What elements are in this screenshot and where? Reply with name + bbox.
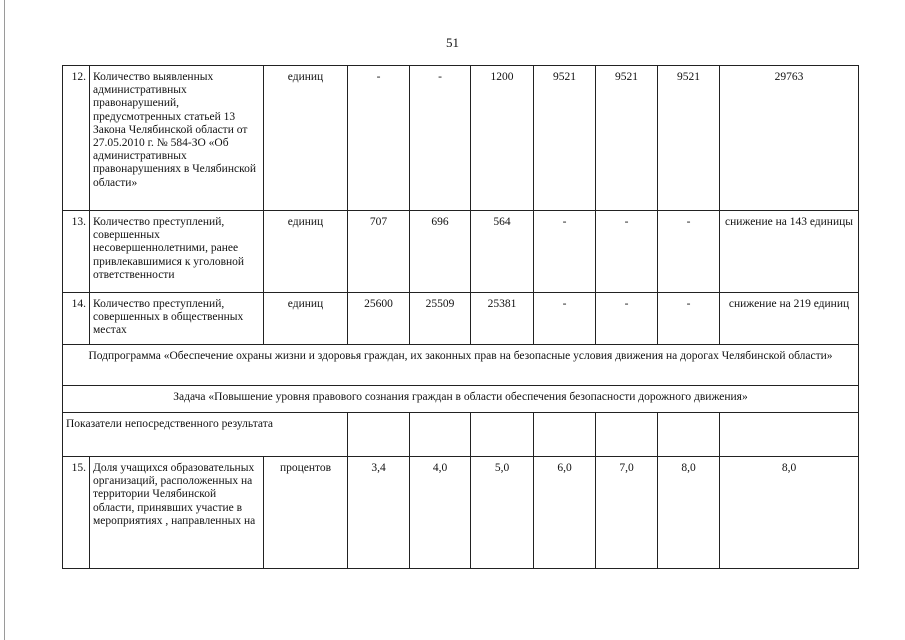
value-cell: 696	[410, 211, 471, 293]
value-cell: 25600	[348, 293, 410, 345]
value-cell: -	[410, 66, 471, 211]
unit-cell: процентов	[264, 457, 348, 569]
value-cell: 8,0	[658, 457, 720, 569]
value-cell: -	[658, 211, 720, 293]
task-row	[63, 386, 859, 413]
empty-cell	[471, 413, 534, 457]
row-number: 14.	[63, 293, 90, 345]
empty-cell	[410, 413, 471, 457]
row-number: 15.	[63, 457, 90, 569]
value-cell: -	[348, 66, 410, 211]
value-cell: 707	[348, 211, 410, 293]
indicators-table	[62, 65, 859, 569]
value-cell: 9521	[658, 66, 720, 211]
value-cell: 25509	[410, 293, 471, 345]
value-cell: 9521	[534, 66, 596, 211]
value-cell: -	[596, 293, 658, 345]
table-row	[63, 211, 859, 293]
value-cell: 5,0	[471, 457, 534, 569]
unit-cell: единиц	[264, 211, 348, 293]
value-cell: 7,0	[596, 457, 658, 569]
value-cell: 9521	[596, 66, 658, 211]
indicator-name: Количество выявленных административных правонарушений, предусмотренных статьей 13 Закона Челябинской области от 27.05.2010 г. № 584-ЗО «Об административных правонарушениях в Челябинской области»	[90, 66, 264, 211]
page-number: 51	[446, 35, 459, 50]
value-cell: 1200	[471, 66, 534, 211]
value-cell: 3,4	[348, 457, 410, 569]
value-cell: 4,0	[410, 457, 471, 569]
page-left-edge-line	[4, 0, 5, 640]
value-cell: 25381	[471, 293, 534, 345]
empty-cell	[720, 413, 859, 457]
table-row	[63, 293, 859, 345]
value-cell: 564	[471, 211, 534, 293]
value-cell: -	[534, 293, 596, 345]
target-cell: снижение на 219 единиц	[720, 293, 859, 345]
empty-cell	[534, 413, 596, 457]
empty-cell	[658, 413, 720, 457]
table-row	[63, 457, 859, 569]
empty-cell	[348, 413, 410, 457]
direct-result-row	[63, 413, 859, 457]
unit-cell: единиц	[264, 293, 348, 345]
table-row	[63, 66, 859, 211]
unit-cell: единиц	[264, 66, 348, 211]
indicator-name: Доля учащихся образовательных организаций, расположенных на территории Челябинской области, принявших участие в мероприятиях , направленных на	[90, 457, 264, 569]
subprogram-row	[63, 345, 859, 386]
value-cell: -	[534, 211, 596, 293]
target-cell: 8,0	[720, 457, 859, 569]
target-cell: снижение на 143 единицы	[720, 211, 859, 293]
value-cell: -	[658, 293, 720, 345]
direct-result-label: Показатели непосредственного результата	[63, 413, 348, 457]
target-cell: 29763	[720, 66, 859, 211]
value-cell: -	[596, 211, 658, 293]
row-number: 13.	[63, 211, 90, 293]
task-heading: Задача «Повышение уровня правового сознания граждан в области обеспечения безопасности дорожного движения»	[63, 386, 859, 413]
value-cell: 6,0	[534, 457, 596, 569]
row-number: 12.	[63, 66, 90, 211]
subprogram-heading: Подпрограмма «Обеспечение охраны жизни и здоровья граждан, их законных прав на безопасные условия движения на дорогах Челябинской области»	[63, 345, 859, 386]
empty-cell	[596, 413, 658, 457]
indicator-name: Количество преступлений, совершенных в общественных местах	[90, 293, 264, 345]
indicator-name: Количество преступлений, совершенных несовершеннолетними, ранее привлекавшимися к уголовной ответственности	[90, 211, 264, 293]
